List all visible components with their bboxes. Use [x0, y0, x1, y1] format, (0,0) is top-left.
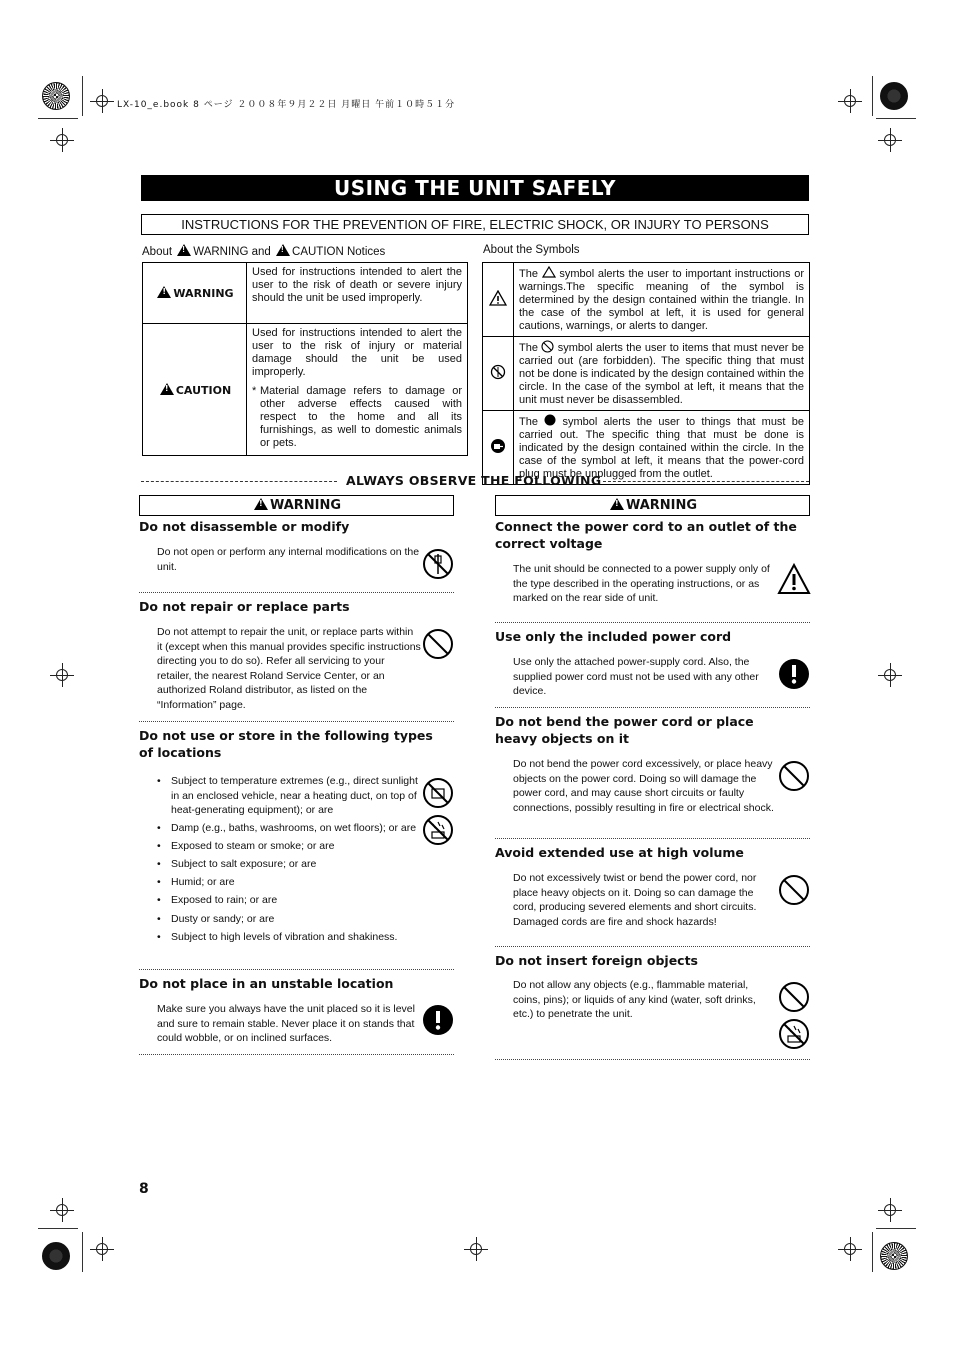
prohibition-icon: [422, 628, 454, 660]
right-warning-box: !WARNING: [495, 495, 810, 516]
list-item: • Dusty or sandy; or are: [157, 912, 421, 927]
crosshair-mark-icon: [56, 134, 68, 146]
no-heat-icon: [422, 777, 454, 809]
registration-target-icon: [42, 82, 70, 110]
caution-label-cell: !CAUTION: [143, 324, 247, 456]
crosshair-mark-icon: [884, 1204, 896, 1216]
no-water-icon: [778, 1018, 810, 1050]
no-disassemble-icon: [490, 364, 506, 380]
section-title: Do not bend the power cord or place heavy objects on it: [495, 714, 754, 746]
caution-description: [247, 324, 468, 456]
prohibition-icon: [778, 760, 810, 792]
caution-text: Used for instructions intended to alert the user to the risk of injury or material damage should the unit be used improperly.: [252, 327, 462, 378]
no-disassemble-icon: [422, 548, 454, 580]
prohibition-icon: [541, 340, 554, 353]
warning-triangle-icon: [777, 563, 811, 595]
prohibition-icon: [778, 874, 810, 906]
warning-triangle-icon: [489, 290, 507, 306]
registration-target-icon: [880, 1242, 908, 1270]
symbol-triangle-cell: [483, 263, 514, 337]
section-title: Do not repair or replace parts: [139, 599, 350, 614]
section-body: Use only the attached power-supply cord. Also, the supplied power cord must not be used with any other device.: [513, 656, 759, 697]
page-subtitle: INSTRUCTIONS FOR THE PREVENTION OF FIRE, ELECTRIC SHOCK, OR INJURY TO PERSONS: [141, 214, 809, 235]
list-item: • Damp (e.g., baths, washrooms, on wet floors); or are: [157, 821, 421, 836]
mandatory-action-icon: [778, 658, 810, 690]
warning-triangle-icon: [610, 498, 624, 510]
mandatory-action-icon: [422, 1004, 454, 1036]
symbol-triangle-description: The symbol alerts the user to important instructions or warnings.The specific meaning of the symbol is determined by the design contained within the triangle. In the case of the symbol at left, it is used for general cautions, warnings, or alerts to danger.: [514, 263, 810, 337]
notices-table: [142, 262, 468, 456]
list-item: • Exposed to steam or smoke; or are: [157, 839, 421, 854]
list-item: • Subject to temperature extremes (e.g., direct sunlight in an enclosed vehicle, near a heating duct, on top of heat-generating equipment); or are: [157, 774, 421, 818]
list-item: • Exposed to rain; or are: [157, 893, 421, 908]
section-body: Do not excessively twist or bend the power cord, nor place heavy objects on it. Doing so can damage the cord, producing severed elements and short circuits. Damaged cords are fire and shock hazards!: [513, 872, 757, 928]
registration-target-icon: [42, 1242, 70, 1270]
left-warning-box: !WARNING: [139, 495, 454, 516]
warning-description: Used for instructions intended to alert the user to the risk of death or severe injury should the unit be used improperly.: [247, 263, 468, 324]
list-item: • Subject to high levels of vibration and shakiness.: [157, 930, 421, 945]
section-title: Connect the power cord to an outlet of the correct voltage: [495, 519, 797, 551]
warning-triangle-icon: [542, 266, 556, 278]
unplug-icon: [490, 438, 506, 454]
crosshair-mark-icon: [56, 669, 68, 681]
always-observe-banner: [141, 473, 809, 489]
warning-triangle-icon: [177, 244, 191, 256]
section-body: Do not open or perform any internal modifications on the unit.: [157, 546, 420, 573]
crosshair-mark-icon: [844, 1243, 856, 1255]
crosshair-mark-icon: [56, 1204, 68, 1216]
section-body: Do not attempt to repair the unit, or replace parts within it (except when this manual provides specific instructions directing you to do so). Refer all servicing to your retailer, the nearest Roland Service Center, or an authorized Roland distributor, as listed on the “Information” page.: [157, 626, 421, 711]
mandatory-action-icon: [544, 414, 556, 426]
section-title: Do not place in an unstable location: [139, 976, 394, 991]
symbols-table: [482, 262, 810, 485]
section-body: The unit should be connected to a power supply only of the type described in the operating instructions, or as marked on the rear side of unit.: [513, 563, 770, 604]
crosshair-mark-icon: [96, 95, 108, 107]
list-item: • Humid; or are: [157, 875, 421, 890]
location-list: [157, 774, 421, 948]
crosshair-mark-icon: [844, 95, 856, 107]
section-title: Use only the included power cord: [495, 629, 732, 644]
always-observe-heading: ALWAYS OBSERVE THE FOLLOWING: [346, 473, 602, 488]
page-number: 8: [139, 1181, 149, 1197]
warning-triangle-icon: [276, 244, 290, 256]
section-body: Make sure you always have the unit placed so it is level and sure to remain stable. Never place it on stands that could wobble, or on inclined surfaces.: [157, 1003, 415, 1044]
section-title: Do not use or store in the following types of locations: [139, 728, 433, 760]
about-symbols-heading: About the Symbols: [483, 244, 580, 256]
section-body: Do not allow any objects (e.g., flammable material, coins, pins); or liquids of any kind (water, soft drinks, etc.) to penetrate the unit.: [513, 979, 756, 1020]
symbol-must-description: The symbol alerts the user to things that must be carried out. The specific thing that must be done is indicated by the design contained within the circle. In the case of the symbol at left, it means that the power-cord plug must be unplugged from the outlet.: [514, 411, 810, 485]
section-title: Do not disassemble or modify: [139, 519, 350, 534]
warning-triangle-icon: [160, 383, 174, 395]
registration-target-icon: [880, 82, 908, 110]
warning-triangle-icon: [254, 498, 268, 510]
warning-triangle-icon: [157, 286, 171, 298]
crosshair-mark-icon: [884, 669, 896, 681]
warning-label-cell: !WARNING: [143, 263, 247, 324]
about-notices-heading: About ! WARNING and ! CAUTION Notices: [142, 244, 385, 258]
crosshair-mark-icon: [884, 134, 896, 146]
section-body: Do not bend the power cord excessively, or place heavy objects on the power cord. Doing so will damage the power cord, and may cause short circuits or faulty connections, possibly resulting in fire or electrical shock.: [513, 758, 774, 814]
no-water-icon: [422, 814, 454, 846]
caution-note: * Material damage refers to damage or other adverse effects caused with respect to the home and all its furnishings, as well to domestic animals or pets.: [252, 385, 462, 449]
section-title: Avoid extended use at high volume: [495, 845, 744, 860]
prohibition-icon: [778, 981, 810, 1013]
symbol-prohibit-cell: [483, 337, 514, 411]
page-title: USING THE UNIT SAFELY: [141, 175, 809, 201]
file-info-line: LX-10_e.book 8 ページ ２００８年９月２２日 月曜日 午前１０時５１分: [117, 100, 456, 110]
list-item: • Subject to salt exposure; or are: [157, 857, 421, 872]
symbol-prohibit-description: The symbol alerts the user to items that must never be carried out (are forbidden). The specific thing that must not be done is indicated by the design contained within the circle. In the case of the symbol at left, it means that the unit must never be disassembled.: [514, 337, 810, 411]
crosshair-mark-icon: [96, 1243, 108, 1255]
section-title: Do not insert foreign objects: [495, 953, 698, 968]
crosshair-mark-icon: [470, 1243, 482, 1255]
